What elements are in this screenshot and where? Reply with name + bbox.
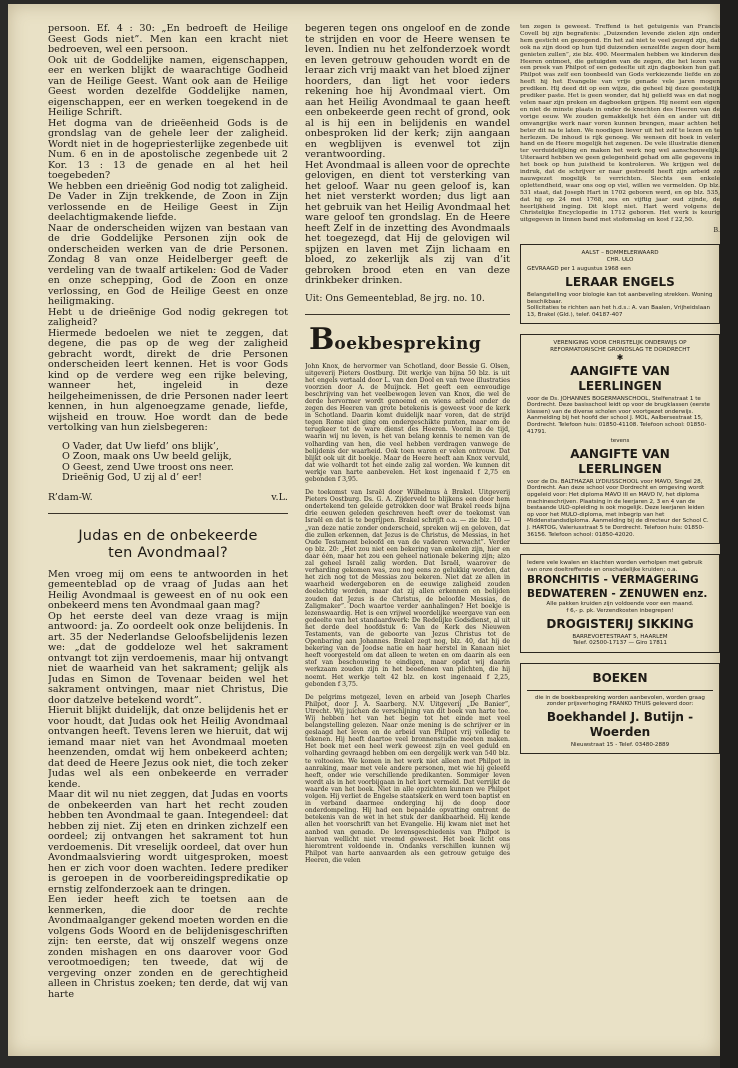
book-review: John Knox, de hervormer van Schotland, door Bessie G. Olsen, uitgeverij Pieters Oostburg. Dit werkje van bijna 50 blz. is uit het engels vertaald door L. van den Dool en van twee illustraties voorzien door A. de Muijnck. Het geeft een eenvoudige beschrijving van het veelbewogen leven van Knox, die wel de derde hervormer wordt genoemd en wiens arbeid onder de zegen des Heeren van grote betekenis is geweest voor de kerk in Schotland. Daarin komt duidelijk naar voren, dat de strijd tegen Rome niet ging om ondergeschikte punten, maar om de terugkeer tot de ware dienst des Heeren. Vooral in de tijd, waarin wij nu leven, is het van belang kennis te nemen van de volharding van hen, die veel hebben verdragen vanwege de belijdenis der waarheid. Ook toen waren er velen ontrouw. Dat blijkt ook uit dit boekje. Maar de Heere heeft aan Knox vervuld, dat wie volhardt tot het einde zalig zal worden. We kunnen dit werkje van harte aanbevelen. Het kost ingenaaid f 2,75 en gebonden f 3,95. — [305, 362, 510, 483]
article-paragraph: persoon. Ef. 4 : 30: „En bedroeft de Heilige Geest Gods niet”. Men kan een kracht niet bedroeven, wel een persoon. — [48, 24, 288, 55]
judas-paragraph: Een ieder heeft zich te toetsen aan de kenmerken, die door de rechte Avondmaalganger gekend moeten worden en die volgens Gods Woord en de belijdenisgeschriften zijn: ten eerste, dat wij onszelf wegens onze zonden mishagen en ons daarover voor God verootmoedigen; ten tweede, dat wij de vergeving onzer zonden en de gerechtigheid alleen in Christus zoeken; ten derde, dat wij van harte — [48, 894, 288, 1000]
boekbespreking-heading — [309, 321, 510, 357]
signature-place: R’dam-W. — [48, 491, 93, 503]
judas-paragraph: Op het eerste deel van deze vraag is mijn antwoord: ja. Zo oordeelt ook onze belijdenis. In art. 35 der Nederlandse Geloofsbelijdenis lezen we: „dat de goddeloze wel het sakrament ontvangt tot zijn verdoemenis, maar hij ontvangt niet de waarheid van het sakrament; gelijk als Judas en Simon de Tovenaar beiden wel het sakrament ontvingen, maar niet Christus, Die door datzelve betekend wordt”. — [48, 610, 288, 706]
ad-line: Iedere vele kwalen en klachten worden verholpen met gebruik van onze doeltreffende en onschadelijke kruiden; o.a. — [527, 560, 703, 573]
ad-line: Sollicitaties te richten aan het h.d.s.: A. van Baalen, Vrijheidslaan 13, Brakel (Gld.), telef. 04187-407 — [527, 305, 711, 318]
ad-line: Telef. 02500-17137 — Giro 17811 — [573, 640, 667, 647]
ad-line: tevens — [610, 438, 630, 445]
judas-continuation — [305, 24, 510, 287]
review-initial: B. — [713, 227, 720, 235]
judas-title-line-1: Judas en de onbekeerde — [78, 527, 258, 544]
book-review: De pelgrims metgezel, leven en arbeid van Joseph Charles Philpot, door J. A. Saarberg. N.V. Uitgeverij „De Banier”, Utrecht. Wij juichen de verschijning van dit boek van harte toe. Wij hebben het van het begin tot het einde met veel belangstelling gelezen. Naar onze mening is de schrijver er in geslaagd het leven en de arbeid van Philpot vrij volledig te tekenen. Hij heeft daartoe veel bronnenstudie moeten maken. Het boek met een heel werk geweest zijn en veel geduld en volharding gevraagd hebben om een dergelijk werk van 540 blz. te voltooien. We komen in het werk niet alleen met Philpot in aanraking, maar met vele andere personen, met wie hij geleefd heeft, onder wie verschillende predikanten. Sommiger leven wordt als in het voorbijgaan in het kort vermeld. Dat verrijkt de waarde van het boek. Niet in alle opzichten kunnen we Philpot volgen. Hij verliet de Engelse staatskerk en werd toen baptist en in verband daarmee onderging hij de doop door onderdompeling. Hij had een bepaalde opvatting omtrent de betekenis van de wet in het stuk der dankbaarheid. Hij kende allen het voorschrift van het Evangelie. Hij kwam niet met het aanbod van genade. De levensgeschiedenis van Philpot is hiervan wellicht niet vreemd geweest. Het boek licht ons hieromtrent voldoende in. Ondanks verschillen kunnen wij Philpot van harte aanvaarden als een getrouw getuige des Heeren, die velen — [305, 693, 510, 864]
star-icon: ✱ — [616, 352, 624, 362]
ad-line: Belangstelling voor biologie kan tot aanbeveling strekken. Woning beschikbaar. — [527, 292, 713, 305]
ad-line: voor de Ds. BALTHAZAR LYDIUSSCHOOL voor MAVO, Singel 28, Dordrecht. Aan deze school voor Dordrecht en omgeving wordt opgeleid voor: Het diploma MAVO III en MAVO IV, het diploma machineschrijven. Plaatsing in de leerjaren 2, 3 en 4 van de bestaande ULO-opleiding is ook mogelijk. Deze leerjaren leiden op voor het MULO-diploma, met inbegrip van het Middenstandsdiploma. Aanmelding bij de directeur der School C. J. HARTOG, Valeriusstraat 5 te Dordrecht. Telefoon huis: 01850-36156. Telefoon school: 01850-42020. — [527, 478, 709, 538]
article-paragraph: Naar de onderscheiden wijzen van bestaan van de drie Goddelijke Personen zijn ook de onderscheiden werken van de drie Personen. Zondag 8 van onze Heidelberger geeft de verdeling van de twaalf artikelen: God de Vader en onze schepping, God de Zoon en onze verlossing, en God de Heilige Geest en onze heiligmaking. — [48, 222, 288, 307]
article-paragraph: Hebt u de drieënige God nodig gekregen tot zaligheid? — [48, 306, 288, 328]
poem-line: O Zoon, maak ons Uw beeld gelijk, — [62, 451, 232, 462]
ad-line: GEVRAAGD per 1 augustus 1968 een — [527, 266, 631, 273]
heading-initial: B — [309, 321, 335, 357]
book-review-continuation: ten zegen is geweest. Treffend is het getuigenis van Francis Covell bij zijn begrafenis: „Duizenden levende zielen zijn onder hem gesticht en gezegend. En het zal niet te veel gezegd zijn, dat ook na zijn dood op hun tijd duizenden eenzelfde zegen door hem genieten zullen”, zie blz. 490. Meermalen hebben we kinderen des Heeren ontmoet, die getuigden van de zegen, die het lezen van een preek van Philpot of een gedeelte uit zijn dagboeken hun gaf. Philpot was zelf een toonbeeld van Gods verkiezende liefde en zo heeft hij het Evangelie van vrije genade vele jaren mogen prediken. Hij deed dit op een wijze, die geheel bij deze geestelijk prediker paste. Het is geen wonder, dat hij geliefd was en dat nog velen naar zijn preken en dagboeken grijpen. Hij neemt een eigen en niet de minste plaats in onder de knechten des Heeren van de vorige eeuw. We zouden gemakkelijk het één en ander uit dit omvangrijke werk naar voren kunnen brengen, maar achten het beter dit na te laten. We noodigen liever uit het zelf te lezen en te herlezen. De inhoud is rijk genoeg. We wensen dit boek in veler hand en de Heere mogelijk het zegenen. De vele illustratie dienen ter verduidelijking en maken het werk nog wel aanschouwelijk. Uiteraard hebben we geen gelegenheid gehad om alle gegevens in het boek op hun juistheid te kontroleren. We krijgen wel de indruk, dat de schrijver er naar gestreefd heeft zijn arbeid zo nauwgezet mogelijk te verrichten. Slechts een enkele oplettendheid, waar ons oog op viel, willen we vermelden. Op blz. 531 staat, dat Joseph Hart in 1702 geboren werd, en op blz. 535, dat hij op 24 mei 1768, zes en vijftig jaar oud zijnde, de heerlijkheid inging. Dit klopt niet. Hart werd volgens de Christelijke Encyclopedie in 1712 geboren. Het werk is keurig uitgegeven in linnen band met stofomslag en kost f 22,50. — [520, 24, 720, 224]
newspaper-page — [8, 4, 720, 1056]
ad-headline: Boekhandel J. Butijn - Woerden — [546, 709, 694, 739]
article-paragraph: Ook uit de Goddelijke namen, eigenschappen, eer en werken blijkt de waarachtige Godheid van de Heilige Geest. Want ook aan de Heilige Geest worden dezelfde Goddelijke namen, eigenschappen, eer en werken toegekend in de Heilige Schrift. — [48, 54, 288, 118]
article-paragraph: Hiermede bedoelen we niet te zeggen, dat degene, die pas op de weg der zaligheid gebracht wordt, direkt de drie Personen onderscheiden leert kennen. Het is voor Gods kind op de verdere weg een rijke beleving, wanneer het, ingeleid in deze heilgeheimenissen, de drie Personen nader leert kennen, in hun algenoegzame genade, liefde, wijsheid en trouw. Hoe wordt dan de bede vertolking van hun zielsbegeren: — [48, 327, 288, 433]
article-paragraph: begeren tegen ons ongeloof en de zonde te strijden en voor de Heere wensen te leven. Indien nu het zelfonderzoek wordt en leven getrouw gehouden wordt en de leraar zich vrij maakt van het bloed zijner hoorders, dan ligt het voor ieders rekening hoe hij Avondmaal viert. Om aan het Heilig Avondmaal te gaan heeft een onbekeerde geen recht of grond, ook al is hij een in belijdenis en wandel onbesproken lid der kerk; zijn aangaan en wegblijven is evenwel tot zijn verantwoording. — [305, 24, 510, 160]
scan-edge — [720, 0, 738, 1068]
judas-title-line-2: ten Avondmaal? — [108, 544, 228, 561]
divider — [305, 314, 510, 315]
ad-line: Nieuwstraat 15 - Telef. 03480-2889 — [570, 741, 670, 748]
ad-line: Alle pakken kruiden zijn voldoende voor een maand. — [546, 601, 694, 608]
column-middle — [305, 24, 510, 1056]
judas-paragraph: Hieruit blijkt duidelijk, dat onze belijdenis het er voor houdt, dat Judas ook het Heilig Avondmaal ontvangen heeft. Tevens leren we hieruit, dat wij iemand maar niet van het Avondmaal moeten heenzenden, omdat wij hem onbekeerd achten; dat deed de Heere Jezus ook niet, die toch zeker Judas wel als een onbekeerde en verrader kende. — [48, 705, 288, 790]
ad-leraar-engels — [520, 244, 720, 324]
poem-line: O Geest, zend Uwe troost ons neer. — [62, 461, 234, 473]
ad-line: BARREVOETESTRAAT 5, HAARLEM — [572, 633, 668, 640]
judas-title — [48, 528, 288, 562]
ad-headline: BEDWATEREN - ZENUWEN enz. — [527, 588, 708, 601]
article-paragraph: Het dogma van de drieëenheid Gods is de grondslag van de gehele leer der zaligheid. Wordt niet in de hogepriesterlijke zegenbede uit Num. 6 en in de apostolische zegenbede uit 2 Kor. 13 : 13 de genade en al het heil toegebeden? — [48, 117, 288, 181]
ad-line: die in de boekbespreking worden aanbevolen, worden graag zonder prijsverhoging FRANKO THUIS geleverd door: — [535, 694, 705, 708]
ad-line: CHR. ULO — [606, 256, 634, 263]
article-paragraph: We hebben een drieënig God nodig tot zaligheid. De Vader in Zijn trekkende, de Zoon in Zijn verlossende en de Heilige Geest in Zijn deelachtigmakende liefde. — [48, 180, 288, 223]
signature-line — [48, 492, 288, 503]
signature-initials: v.L. — [271, 491, 288, 503]
poem-line: Drieënig God, U zij al d’ eer! — [62, 472, 202, 483]
judas-paragraph: Maar dit wil nu niet zeggen, dat Judas en voorts de onbekeerden van hart het recht zouden hebben ten Avondmaal te gaan. Integendeel: dat hebben zij niet. Zij eten en drinken zichzelf een oordeel; zij ontvangen het sakrament tot hun verdoemenis. Dit vreselijk oordeel, dat over hun Avondmaalsviering wordt uitgesproken, moest hen er zich voor doen wachten. Iedere prediker is geroepen in de voorbereidingspredikatie op ernstig zelfonderzoek aan te dringen. — [48, 789, 288, 895]
ad-line: f 6,- p. pk. Verzendkosten inbegrepen! — [566, 607, 674, 614]
ad-headline: AANGIFTE VAN LEERLINGEN — [570, 446, 670, 476]
ad-drogisterij — [520, 554, 720, 653]
divider — [48, 513, 288, 514]
ad-line: voor de Ds. JOHANNES BOGERMANSCHOOL, Stelfenstraat 1 te Dordrecht. Deze basisschool leidt op voor de brugklassen (eerste klassen) van de diverse scholen voor voortgezet onderwijs. Aanmelding bij het hoofd der school J. MOL, Aalbersestraat 15, Dordrecht. Telefoon huis: 01850-41108. Telefoon school: 01850-41791. — [527, 395, 710, 435]
book-review: De toekomst van Israël door Wilhelmus à Brakel. Uitgeverij Pieters Oostburg. Ds. G. A. Zijderveld te blijkens een door hem ondertekend ten geleide getrokken door wat Brakel reeds bijna drie eeuwen geleden geschreven heeft over de toekomst van Israël en dat is te begrijpen. Brakel schrijft o.a. — zie blz. 10 — „van deze natie zonder onderscheid, spreken wij en geloven, dat die zullen erkennen, dat Jezus is de Christus, de Messias, in het Oude Testament beloofd en van de vaderen verwacht”. Verder op blz. 20: „Het zou niet een bekering van enkelen zijn, hier en daar één, maar het zou een geheel nationale bekering zijn; alzo zal geheel Israël zalig worden. Dat Israël, waarover de verharding gekomen was, zou nog eens zo gelukkig worden, dat het zich nog tot de Messias zou bekeren. Niet dat ze allen in waarheid wedergeboren en de eeuwige zaligheid zouden deelachtig worden, maar dat zij allen erkennen en belijden zouden dat Jezus is de Christus, de beloofde Messias, de Zaligmaker”. Doch waartoe verder aanhalingen? Het boekje is lezenswaardig. Het is een vrijwel woordelijke weergave van een gedeelte van het standaardwerk: De Redelijke Godsdienst, al uit het derde deel hoofdstuk 6: Van de Kerk des Nieuwen Testaments, van de geboorte van Jezus Christus tot de Openbaring aan Johannes. Brakel zegt nog, blz. 40, dat hij de bekering van de Joodse natie en haar herstel in Kanaan niet heeft voorgesteld om dat alleen te weten en om daarin als een stof van beschouwing te eindigen, maar opdat wij daarin werkzaam zouden zijn in het beoefenen van plichten, die hij noemt. Het werkje telt 42 blz. en kost ingenaaid f 2,25, gebonden f 3,75. — [305, 489, 510, 688]
poem — [62, 442, 288, 484]
reviews — [305, 363, 510, 864]
ad-headline: DROGISTERIJ SIKKING — [546, 616, 694, 631]
ad-boeken — [520, 663, 720, 755]
ad-headline: BRONCHITIS - VERMAGERING — [527, 574, 699, 587]
divider — [527, 690, 713, 691]
judas-paragraph: Men vroeg mij om eens te antwoorden in het gemeenteblad op de vraag of Judas aan het Heilig Avondmaal is geweest en of nu ook een onbekeerd mens ten Avondmaal gaan mag? — [48, 568, 288, 611]
poem-line: O Vader, dat Uw liefd’ ons blijk’, — [62, 440, 219, 452]
heading-rest: oekbespreking — [334, 333, 482, 354]
ad-aangifte-leerlingen — [520, 334, 720, 544]
ad-line: VERENIGING VOOR CHRISTELIJK ONDERWIJS OP REFORMATORISCHE GRONDSLAG TE DORDRECHT — [550, 340, 690, 354]
article-source: Uit: Ons Gemeenteblad, 8e jrg. no. 10. — [305, 292, 485, 304]
ad-headline: BOEKEN — [592, 670, 648, 685]
article-paragraph: Het Avondmaal is alleen voor de oprechte gelovigen, en dient tot versterking van het geloof. Waar nu geen geloof is, kan het niet versterkt worden; dus ligt aan het gebruik van het Heilig Avondmaal het ware geloof ten grondslag. En de Heere heeft Zelf in de inzetting des Avondmaals het toegezegd, dat Hij de gelovigen wil spijzen en laven met Zijn lichaam en bloed, zo zekerlijk als zij van d’it gebroken brood eten en van deze drinkbeker drinken. — [305, 159, 510, 286]
ad-line: AALST – BOMMELERWAARD — [581, 250, 659, 257]
ad-headline: AANGIFTE VAN LEERLINGEN — [570, 363, 670, 393]
column-left — [48, 24, 288, 1056]
ad-headline: LERAAR ENGELS — [565, 275, 675, 290]
column-right — [520, 24, 720, 1056]
